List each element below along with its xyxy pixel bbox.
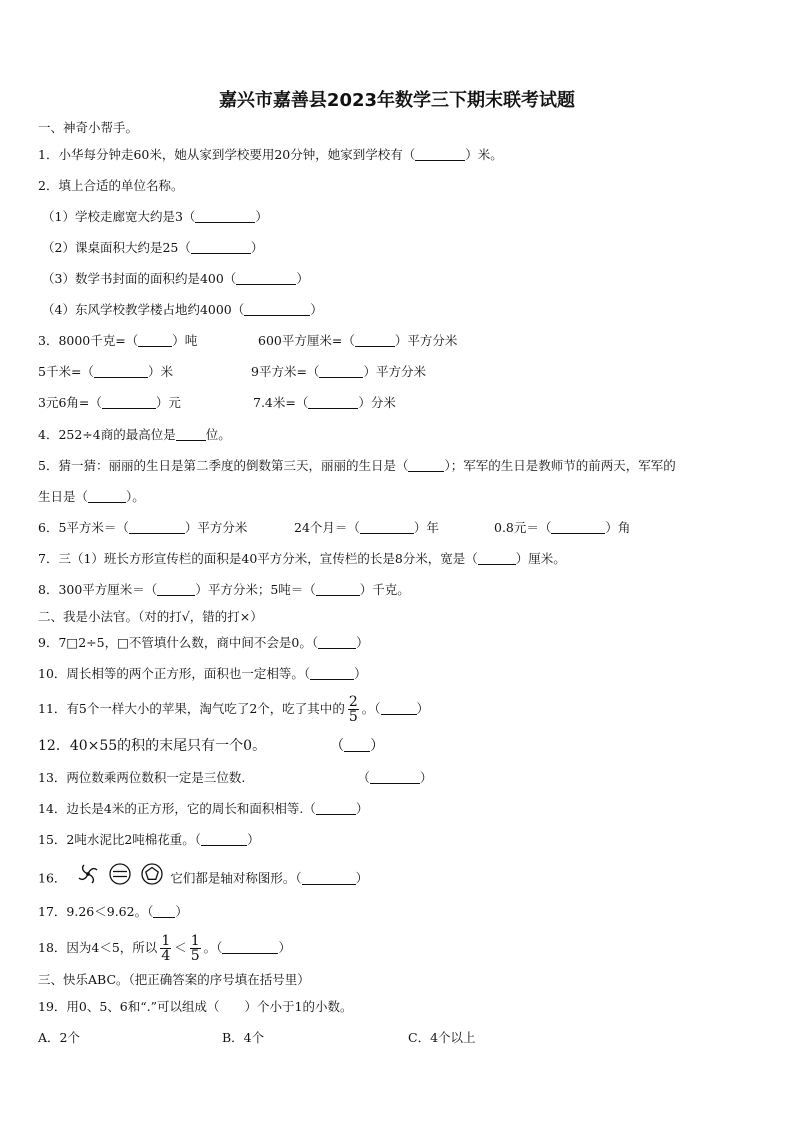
question-16: 16． 它们都是轴对称图形。（ ） [38, 862, 368, 896]
answer-blank[interactable] [316, 583, 360, 596]
fraction: $\frac{1}{5}$ [190, 933, 200, 964]
answer-blank[interactable] [360, 521, 414, 534]
section-2-heading: 二、我是小法官。（对的打√，错的打×） [38, 609, 263, 624]
answer-blank[interactable] [316, 802, 356, 815]
question-1: 1．小华每分钟走60米，她从家到学校要用20分钟，她家到学校有（ ）米。 [38, 147, 503, 162]
answer-blank[interactable] [129, 521, 185, 534]
answer-blank[interactable] [310, 667, 354, 680]
section-1-heading: 一、神奇小帮手。 [38, 120, 139, 135]
section-3-heading: 三、快乐ABC。（把正确答案的序号填在括号里） [38, 972, 310, 987]
option-a[interactable]: A．2个 [38, 1030, 80, 1045]
answer-blank[interactable] [308, 396, 358, 409]
question-2-item-4: （4）东风学校教学楼占地约4000（ ） [42, 302, 323, 317]
question-3b: 600平方厘米=（ ）平方分米 [258, 333, 458, 348]
question-3c: 5千米=（ ）米 [38, 364, 173, 379]
question-2: 2．填上合适的单位名称。 [38, 178, 184, 193]
pinwheel-icon [79, 865, 97, 883]
question-3a: 3．8000千克=（ ）吨 [38, 333, 198, 348]
page-title: 嘉兴市嘉善县2023年数学三下期末联考试题 [218, 90, 576, 111]
question-17: 17．9.26＜9.62。（ ） [38, 904, 188, 919]
answer-blank[interactable] [408, 459, 444, 472]
question-5-line-2: 生日是（ ）。 [38, 489, 145, 504]
answer-blank[interactable] [381, 702, 417, 715]
answer-blank[interactable] [138, 334, 172, 347]
answer-blank[interactable] [344, 739, 370, 752]
question-2-item-2: （2）课桌面积大约是25（ ） [42, 240, 264, 255]
question-3d: 9平方米=（ ）平方分米 [251, 364, 426, 379]
answer-blank[interactable] [201, 833, 247, 846]
answer-blank[interactable] [195, 210, 255, 223]
fraction: $\frac{2}{5}$ [348, 694, 358, 725]
symmetry-figures [76, 862, 166, 896]
circle-with-pentagon-icon [142, 864, 162, 884]
question-4: 4．252÷4商的最高位是 位。 [38, 427, 231, 442]
answer-blank[interactable] [153, 905, 175, 918]
answer-blank[interactable] [355, 334, 395, 347]
answer-blank[interactable] [176, 428, 206, 441]
question-14: 14．边长是4米的正方形，它的周长和面积相等.（ ） [38, 801, 369, 816]
option-c[interactable]: C．4个以上 [408, 1030, 476, 1045]
answer-blank[interactable] [318, 636, 356, 649]
question-11: 11．有5个一样大小的苹果，淘气吃了2个，吃了其中的 $\frac{2}{5}$ 。（ ） [38, 694, 430, 725]
answer-blank[interactable] [370, 771, 420, 784]
question-8: 8．300平方厘米＝（ ）平方分米；5吨＝（ ）千克。 [38, 582, 410, 597]
question-9: 9．7□2÷5，□不管填什么数，商中间不会是0。（ ） [38, 635, 369, 650]
answer-blank[interactable] [478, 552, 516, 565]
question-10: 10．周长相等的两个正方形，面积也一定相等。（ ） [38, 666, 367, 681]
answer-blank[interactable] [222, 941, 278, 954]
circle-with-lines-icon [110, 864, 130, 884]
option-b[interactable]: B．4个 [222, 1030, 265, 1045]
answer-blank[interactable] [102, 396, 156, 409]
answer-blank[interactable] [551, 521, 605, 534]
fraction: $\frac{1}{4}$ [161, 933, 171, 964]
question-7: 7．三（1）班长方形宣传栏的面积是40平方分米，宣传栏的长是8分米，宽是（ ）厘米。 [38, 551, 566, 566]
question-6c: 0.8元＝（ ）角 [494, 520, 631, 535]
answer-blank[interactable] [191, 241, 251, 254]
question-6a: 6．5平方米＝（ ）平方分米 [38, 520, 248, 535]
question-5: 5．猜一猜：丽丽的生日是第二季度的倒数第三天，丽丽的生日是（ ）；军军的生日是教师节的前两天，军军的 [38, 458, 676, 473]
answer-blank[interactable] [88, 490, 126, 503]
answer-blank[interactable] [236, 272, 296, 285]
answer-blank[interactable] [94, 365, 148, 378]
question-2-item-1: （1）学校走廊宽大约是3（ ） [42, 209, 268, 224]
question-2-item-3: （3）数学书封面的面积约是400（ ） [42, 271, 309, 286]
question-15: 15．2吨水泥比2吨棉花重。（ ） [38, 832, 260, 847]
answer-blank[interactable] [319, 365, 363, 378]
question-12: 12．40×55的积的末尾只有一个0。 （ ） [38, 738, 385, 754]
question-13: 13．两位数乘两位数积一定是三位数. （ ） [38, 770, 433, 785]
answer-blank[interactable] [415, 148, 465, 161]
answer-blank[interactable] [302, 872, 356, 885]
question-6b: 24个月＝（ ）年 [294, 520, 439, 535]
question-3e: 3元6角=（ ）元 [38, 395, 181, 410]
answer-blank[interactable] [157, 583, 195, 596]
question-3f: 7.4米=（ ）分米 [253, 395, 396, 410]
question-18: 18．因为4＜5，所以 $\frac{1}{4}$ ＜ $\frac{1}{5}$ 。（ ） [38, 933, 291, 964]
answer-blank[interactable] [244, 303, 310, 316]
question-19: 19．用0、5、6和“.”可以组成（ ）个小于1的小数。 [38, 999, 353, 1014]
